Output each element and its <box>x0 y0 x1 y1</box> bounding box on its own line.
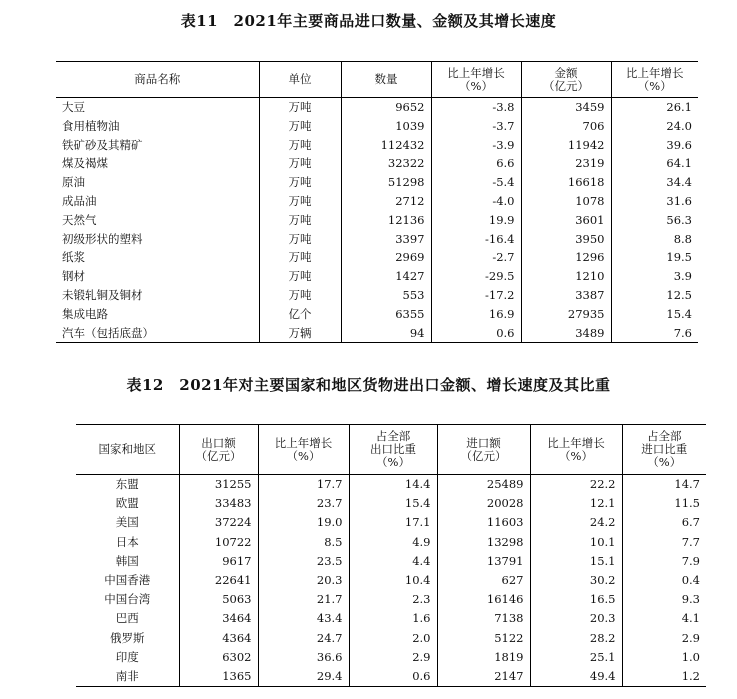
table-row <box>56 173 698 192</box>
cell-qty: 32322 <box>341 154 431 173</box>
cell-unit: 万吨 <box>259 286 341 305</box>
header-import-growth <box>530 425 622 475</box>
header-import-share-line1: 占全部 <box>647 429 682 443</box>
cell-qty: 12136 <box>341 211 431 230</box>
cell-import-growth: 49.4 <box>530 667 622 687</box>
cell-name: 大豆 <box>56 98 259 117</box>
header-qty: 数量 <box>341 62 431 98</box>
cell-name: 初级形状的塑料 <box>56 230 259 249</box>
cell-amount: 1210 <box>521 267 611 286</box>
cell-unit: 万吨 <box>259 98 341 117</box>
cell-amount-growth: 64.1 <box>666 156 692 171</box>
table-row <box>56 211 698 230</box>
cell-unit: 万辆 <box>259 324 341 343</box>
cell-name: 集成电路 <box>56 305 259 324</box>
cell-unit: 万吨 <box>259 136 341 155</box>
cell-import: 7138 <box>437 609 530 628</box>
cell-unit: 万吨 <box>259 267 341 286</box>
cell-amount-growth: 3.9 <box>673 269 692 284</box>
header-qty-growth-line2: （%） <box>459 78 493 93</box>
header-export-growth-line1: 比上年增长 <box>274 435 333 450</box>
cell-import-growth: 20.3 <box>530 609 622 628</box>
cell-unit: 万吨 <box>259 192 341 211</box>
cell-amount: 3459 <box>521 98 611 117</box>
header-amount <box>521 62 611 98</box>
cell-region: 日本 <box>76 533 179 552</box>
header-export-share-line2: 出口比重 <box>370 442 416 456</box>
cell-export-share: 17.1 <box>349 513 437 532</box>
table11 <box>56 61 698 343</box>
cell-export-share: 15.4 <box>349 494 437 513</box>
cell-amount-growth: 24.0 <box>666 118 692 133</box>
table-row <box>56 305 698 324</box>
cell-import-growth: 16.5 <box>530 590 622 609</box>
cell-region: 中国香港 <box>76 571 179 590</box>
cell-import-growth: 12.1 <box>530 494 622 513</box>
cell-import-share: 1.0 <box>681 649 700 664</box>
cell-qty: 3397 <box>341 230 431 249</box>
header-import-share <box>622 425 706 475</box>
cell-export-growth: 21.7 <box>258 590 349 609</box>
cell-region: 印度 <box>76 648 179 667</box>
cell-amount-growth: 56.3 <box>666 212 692 227</box>
table-row <box>56 230 698 249</box>
cell-import-growth: 15.1 <box>530 552 622 571</box>
cell-name: 汽车（包括底盘） <box>56 324 259 343</box>
cell-import: 20028 <box>437 494 530 513</box>
header-amount-line2: （亿元） <box>543 78 589 93</box>
cell-export-share: 2.3 <box>349 590 437 609</box>
table-row <box>76 475 706 495</box>
cell-import-growth: 25.1 <box>530 648 622 667</box>
cell-amount: 16618 <box>521 173 611 192</box>
cell-qty-growth: -4.0 <box>431 192 521 211</box>
cell-region: 巴西 <box>76 609 179 628</box>
cell-qty-growth: 6.6 <box>431 154 521 173</box>
cell-import-growth: 24.2 <box>530 513 622 532</box>
header-region: 国家和地区 <box>76 425 179 475</box>
table-row <box>76 667 706 687</box>
cell-export: 3464 <box>179 609 258 628</box>
cell-export-share: 2.9 <box>349 648 437 667</box>
cell-region: 欧盟 <box>76 494 179 513</box>
cell-qty-growth: 19.9 <box>431 211 521 230</box>
header-import-share-line2: 进口比重 <box>641 442 688 456</box>
cell-amount-growth: 31.6 <box>666 193 692 208</box>
table12 <box>76 424 706 687</box>
cell-unit: 亿个 <box>259 305 341 324</box>
cell-export-share: 4.9 <box>349 533 437 552</box>
cell-export-share: 0.6 <box>349 667 437 687</box>
cell-import: 25489 <box>437 475 530 495</box>
table-row <box>56 286 698 305</box>
cell-amount-growth: 8.8 <box>673 231 692 246</box>
cell-qty-growth: -2.7 <box>431 248 521 267</box>
table-row <box>76 533 706 552</box>
cell-export-growth: 23.7 <box>258 494 349 513</box>
header-export-share <box>349 425 437 475</box>
cell-export: 22641 <box>179 571 258 590</box>
cell-import-share: 4.1 <box>681 611 700 626</box>
cell-region: 南非 <box>76 667 179 687</box>
header-import <box>437 425 530 475</box>
header-import-line1: 进口额 <box>466 435 501 450</box>
cell-export: 10722 <box>179 533 258 552</box>
header-import-growth-line2: （%） <box>559 448 593 463</box>
cell-qty-growth: 16.9 <box>431 305 521 324</box>
cell-amount: 3601 <box>521 211 611 230</box>
header-export <box>179 425 258 475</box>
header-export-line1: 出口额 <box>201 435 236 450</box>
cell-import-share: 6.7 <box>681 515 700 530</box>
cell-qty: 112432 <box>341 136 431 155</box>
table-row <box>76 648 706 667</box>
table-row <box>76 590 706 609</box>
header-export-growth-line2: （%） <box>286 448 321 463</box>
table-row <box>56 154 698 173</box>
cell-export-growth: 29.4 <box>258 667 349 687</box>
cell-import-share: 7.9 <box>681 553 700 568</box>
header-amount-line1: 金额 <box>554 65 578 80</box>
header-export-share-line1: 占全部 <box>375 429 411 443</box>
cell-export-growth: 36.6 <box>258 648 349 667</box>
cell-amount: 27935 <box>521 305 611 324</box>
cell-qty: 51298 <box>341 173 431 192</box>
cell-amount: 11942 <box>521 136 611 155</box>
cell-amount-growth: 26.1 <box>666 100 692 114</box>
cell-name: 成品油 <box>56 192 259 211</box>
table12-title: 表12 2021年对主要国家和地区货物进出口金额、增长速度及其比重 <box>126 376 611 394</box>
table11-header-row <box>56 62 698 98</box>
cell-import: 2147 <box>437 667 530 687</box>
cell-export-share: 10.4 <box>349 571 437 590</box>
table-row <box>76 609 706 628</box>
cell-amount-growth: 19.5 <box>666 250 692 265</box>
cell-import: 13791 <box>437 552 530 571</box>
cell-amount-growth: 7.6 <box>673 325 692 340</box>
cell-import-share: 9.3 <box>681 592 700 607</box>
cell-import: 11603 <box>437 513 530 532</box>
cell-export-growth: 23.5 <box>258 552 349 571</box>
cell-export-growth: 20.3 <box>258 571 349 590</box>
cell-unit: 万吨 <box>259 117 341 136</box>
header-amount-growth <box>611 62 698 98</box>
cell-export-share: 2.0 <box>349 629 437 648</box>
cell-import-growth: 22.2 <box>530 475 622 495</box>
cell-amount-growth: 15.4 <box>666 306 692 321</box>
header-qty-growth <box>431 62 521 98</box>
cell-amount: 1296 <box>521 248 611 267</box>
table-row <box>76 552 706 571</box>
cell-import: 13298 <box>437 533 530 552</box>
cell-amount: 1078 <box>521 192 611 211</box>
cell-qty: 2969 <box>341 248 431 267</box>
header-unit: 单位 <box>259 62 341 98</box>
cell-export-growth: 8.5 <box>258 533 349 552</box>
cell-amount-growth: 12.5 <box>666 287 692 302</box>
header-export-line2: （亿元） <box>195 448 242 463</box>
cell-import-growth: 10.1 <box>530 533 622 552</box>
cell-amount: 3387 <box>521 286 611 305</box>
cell-qty-growth: -16.4 <box>431 230 521 249</box>
cell-name: 未锻轧铜及铜材 <box>56 286 259 305</box>
cell-export: 1365 <box>179 667 258 687</box>
table-row <box>76 571 706 590</box>
table-row <box>76 513 706 532</box>
cell-import-share: 14.7 <box>674 477 700 491</box>
table-row <box>56 248 698 267</box>
table11-title: 表11 2021年主要商品进口数量、金额及其增长速度 <box>180 12 557 30</box>
cell-qty: 9652 <box>341 98 431 117</box>
cell-name: 原油 <box>56 173 259 192</box>
cell-export: 31255 <box>179 475 258 495</box>
cell-qty: 2712 <box>341 192 431 211</box>
header-amount-growth-line2: （%） <box>637 78 672 93</box>
cell-import-share: 2.9 <box>681 630 700 645</box>
cell-region: 俄罗斯 <box>76 629 179 648</box>
cell-amount-growth: 34.4 <box>666 175 692 190</box>
cell-export: 33483 <box>179 494 258 513</box>
cell-qty: 94 <box>341 324 431 343</box>
cell-export-growth: 43.4 <box>258 609 349 628</box>
header-amount-growth-line1: 比上年增长 <box>626 65 684 80</box>
table-row <box>56 192 698 211</box>
cell-unit: 万吨 <box>259 230 341 249</box>
cell-name: 纸浆 <box>56 248 259 267</box>
cell-qty-growth: -3.7 <box>431 117 521 136</box>
cell-amount: 2319 <box>521 154 611 173</box>
cell-export-growth: 17.7 <box>258 475 349 495</box>
cell-region: 韩国 <box>76 552 179 571</box>
table-row <box>56 117 698 136</box>
cell-qty: 1039 <box>341 117 431 136</box>
header-import-growth-line1: 比上年增长 <box>547 435 605 450</box>
cell-qty: 1427 <box>341 267 431 286</box>
cell-region: 东盟 <box>76 475 179 495</box>
cell-name: 铁矿砂及其精矿 <box>56 136 259 155</box>
cell-qty: 6355 <box>341 305 431 324</box>
cell-import: 627 <box>437 571 530 590</box>
cell-export-share: 4.4 <box>349 552 437 571</box>
header-export-share-line3: （%） <box>376 455 410 469</box>
cell-import-share: 11.5 <box>674 496 700 511</box>
header-import-share-line3: （%） <box>647 455 682 469</box>
table-row <box>56 136 698 155</box>
cell-name: 钢材 <box>56 267 259 286</box>
cell-import-share: 0.4 <box>681 573 700 588</box>
cell-region: 美国 <box>76 513 179 532</box>
cell-qty-growth: 0.6 <box>431 324 521 343</box>
header-export-growth <box>258 425 349 475</box>
cell-region: 中国台湾 <box>76 590 179 609</box>
cell-import-share: 1.2 <box>681 669 700 684</box>
cell-unit: 万吨 <box>259 173 341 192</box>
table12-header-row <box>76 425 706 475</box>
cell-qty-growth: -3.8 <box>431 98 521 117</box>
cell-qty-growth: -17.2 <box>431 286 521 305</box>
cell-export-share: 14.4 <box>349 475 437 495</box>
cell-name: 食用植物油 <box>56 117 259 136</box>
cell-qty: 553 <box>341 286 431 305</box>
cell-unit: 万吨 <box>259 154 341 173</box>
cell-import: 16146 <box>437 590 530 609</box>
cell-export-growth: 24.7 <box>258 629 349 648</box>
cell-import-share: 7.7 <box>681 534 700 549</box>
table-row <box>56 267 698 286</box>
cell-qty-growth: -3.9 <box>431 136 521 155</box>
cell-amount: 3950 <box>521 230 611 249</box>
cell-export: 4364 <box>179 629 258 648</box>
cell-export: 9617 <box>179 552 258 571</box>
cell-qty-growth: -5.4 <box>431 173 521 192</box>
cell-export: 5063 <box>179 590 258 609</box>
table-row <box>76 494 706 513</box>
cell-unit: 万吨 <box>259 248 341 267</box>
cell-import-growth: 28.2 <box>530 629 622 648</box>
table-row <box>76 629 706 648</box>
table-row <box>56 324 698 343</box>
cell-export: 37224 <box>179 513 258 532</box>
header-name: 商品名称 <box>56 62 259 98</box>
table-row <box>56 98 698 117</box>
header-qty-growth-line1: 比上年增长 <box>447 65 505 80</box>
cell-export: 6302 <box>179 648 258 667</box>
cell-export-growth: 19.0 <box>258 513 349 532</box>
cell-amount-growth: 39.6 <box>666 137 692 152</box>
header-import-line2: （亿元） <box>460 448 507 463</box>
cell-export-share: 1.6 <box>349 609 437 628</box>
cell-import: 1819 <box>437 648 530 667</box>
cell-import-growth: 30.2 <box>530 571 622 590</box>
cell-import: 5122 <box>437 629 530 648</box>
cell-amount: 706 <box>521 117 611 136</box>
cell-unit: 万吨 <box>259 211 341 230</box>
cell-name: 天然气 <box>56 211 259 230</box>
cell-name: 煤及褐煤 <box>56 154 259 173</box>
cell-amount: 3489 <box>521 324 611 343</box>
cell-qty-growth: -29.5 <box>431 267 521 286</box>
